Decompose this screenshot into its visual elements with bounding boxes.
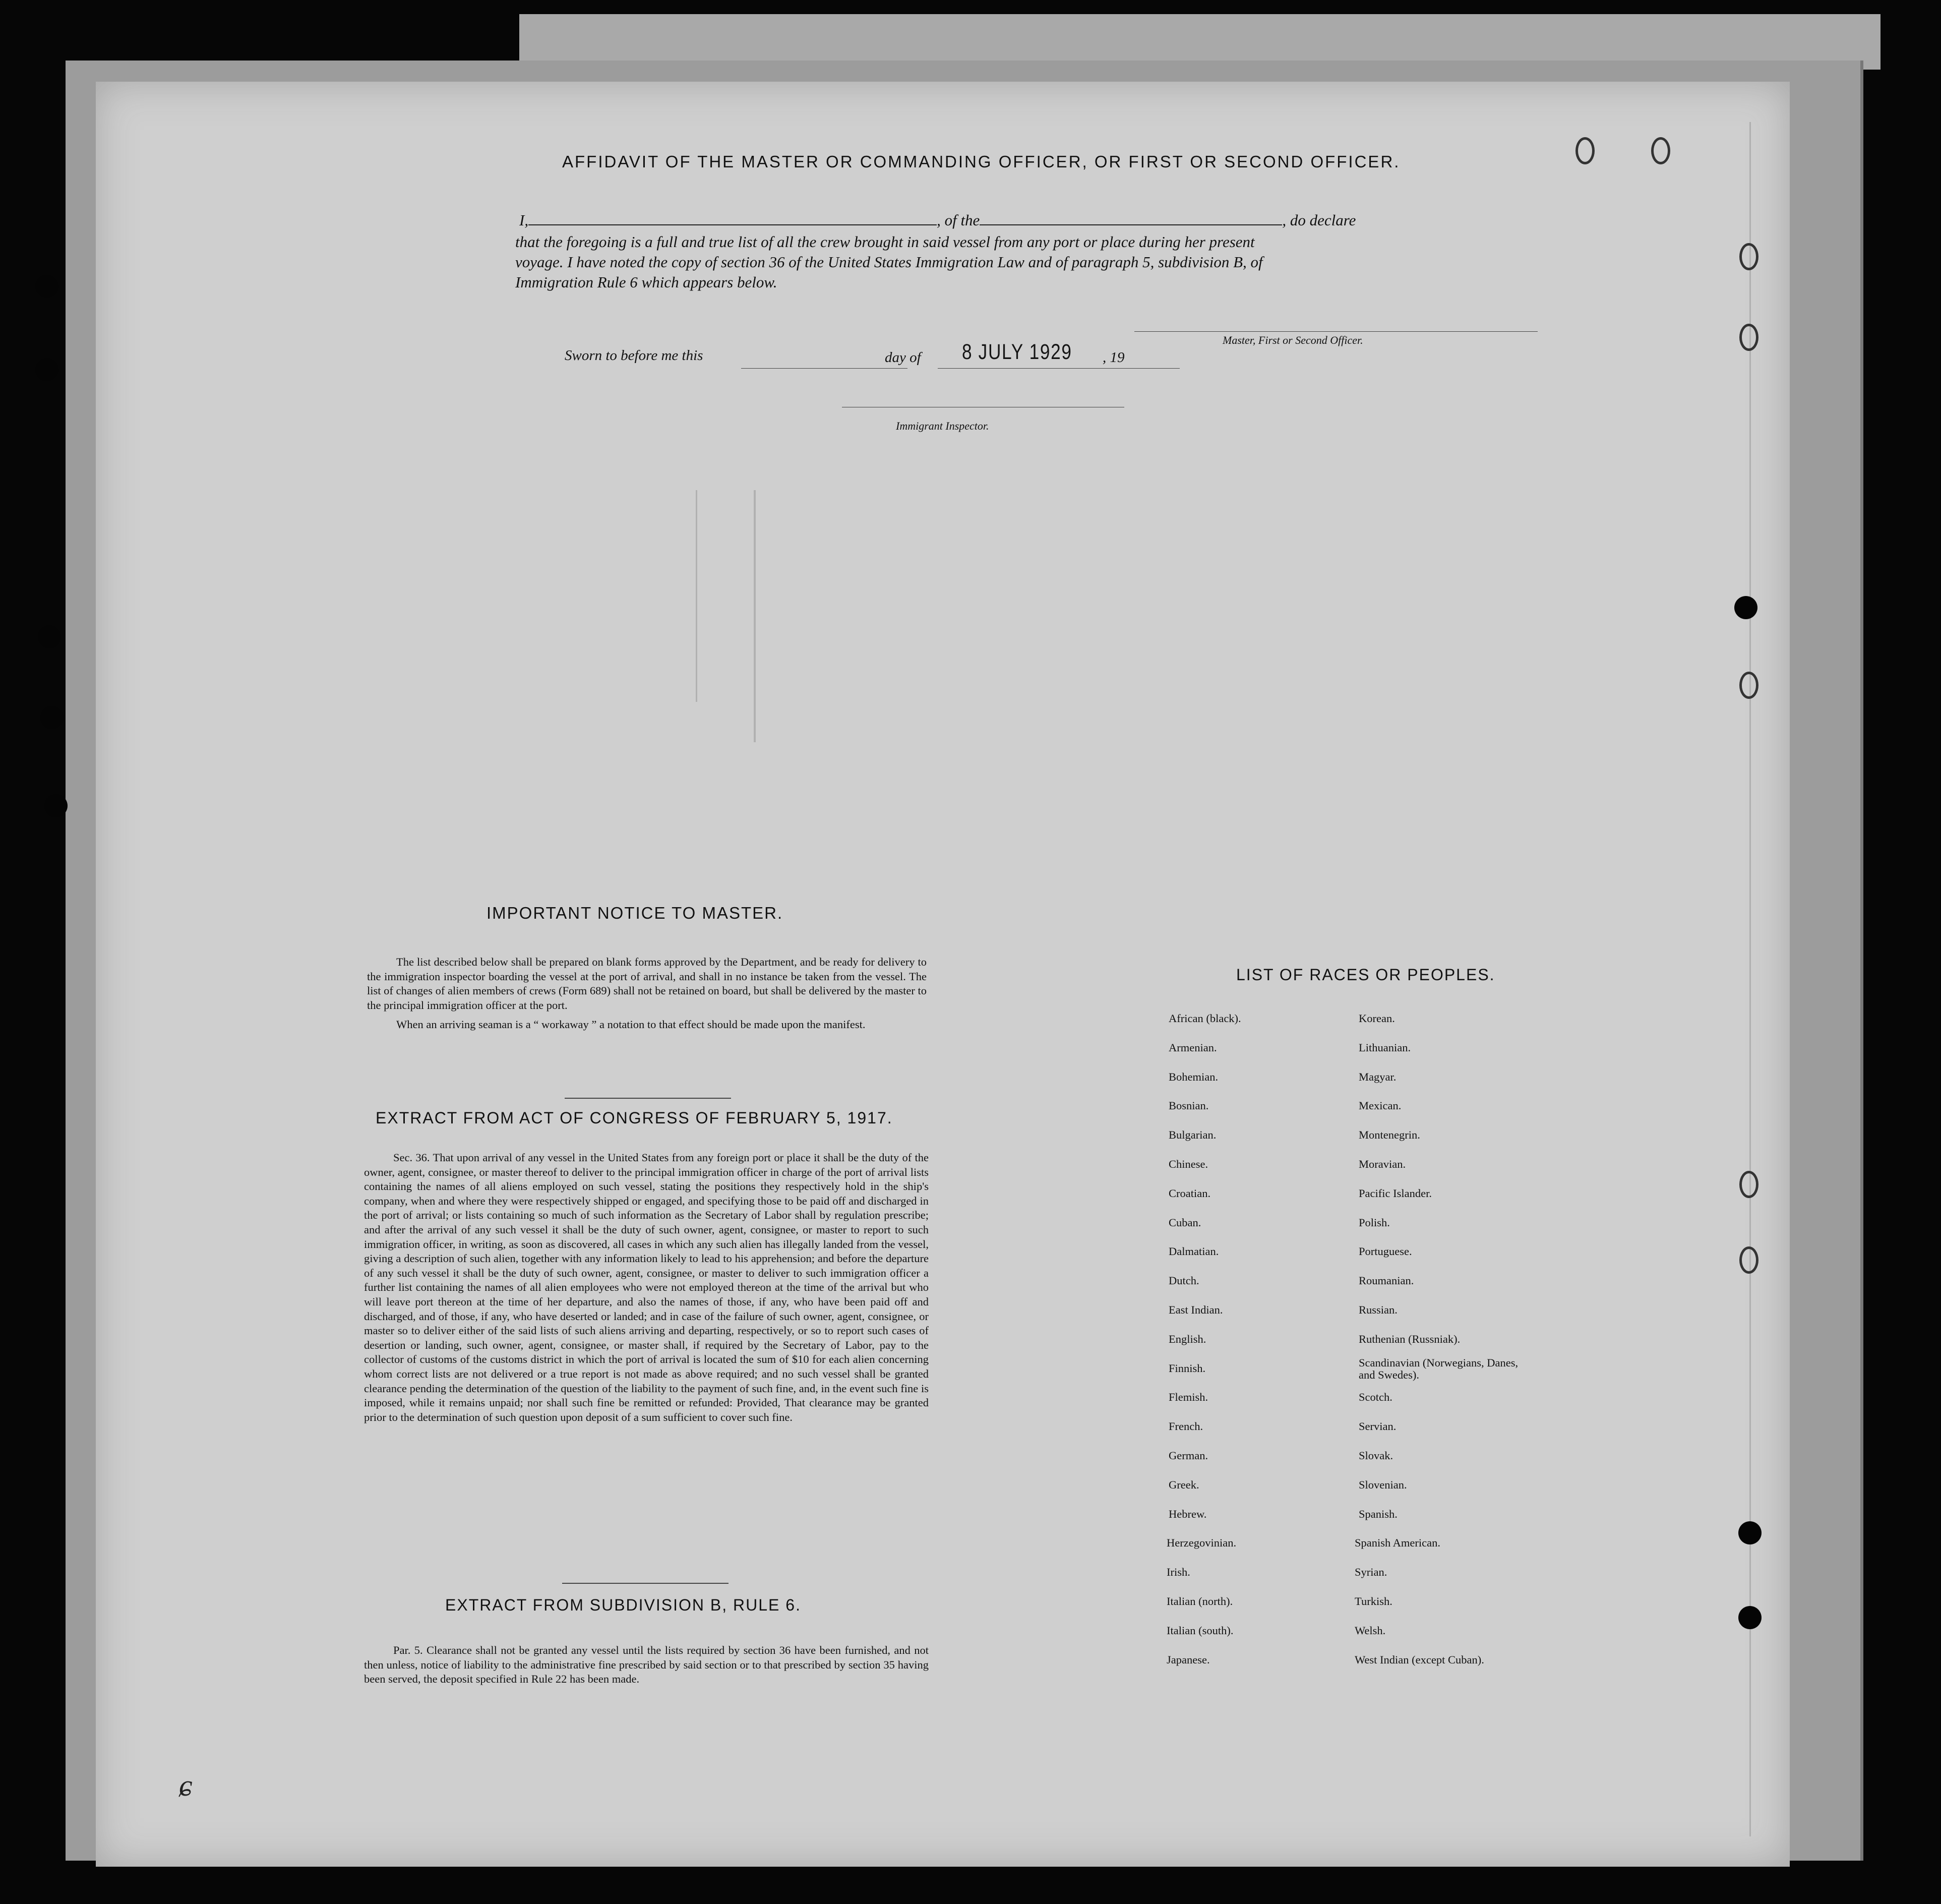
race-item: Slovak. xyxy=(1359,1449,1393,1462)
hole-mark xyxy=(1739,672,1758,699)
sworn-day-blank xyxy=(741,368,907,369)
extract-act-body xyxy=(364,1151,929,1424)
race-item: Irish. xyxy=(1167,1566,1190,1579)
race-item: Slovenian. xyxy=(1359,1478,1407,1491)
race-item: Korean. xyxy=(1359,1012,1395,1025)
notice-paragraph-2: When an arriving seaman is a “ workaway ” a notation to that effect should be made upon the manifest. xyxy=(396,1018,866,1031)
affidavit-line1 xyxy=(519,211,1356,229)
punch-hole xyxy=(35,275,58,298)
master-signature-label: Master, First or Second Officer. xyxy=(1223,334,1363,346)
race-item: Chinese. xyxy=(1169,1158,1208,1170)
handwritten-mark: ɕ xyxy=(179,1769,193,1802)
race-item: Finnish. xyxy=(1169,1361,1206,1375)
notice-body xyxy=(367,955,927,1032)
race-item: Japanese. xyxy=(1167,1653,1210,1666)
sworn-label: Sworn to before me this xyxy=(565,347,703,364)
month-blank xyxy=(938,368,1180,369)
affidavit-i: I, xyxy=(519,211,529,229)
race-item: Lithuanian. xyxy=(1359,1041,1411,1054)
race-item: Cuban. xyxy=(1169,1216,1201,1229)
race-item: French. xyxy=(1169,1420,1203,1433)
race-item: Croatian. xyxy=(1169,1186,1211,1200)
race-item: Ruthenian (Russniak). xyxy=(1359,1332,1461,1345)
race-item: Hebrew. xyxy=(1169,1507,1207,1520)
punch-hole xyxy=(1738,1606,1762,1629)
race-item: Servian. xyxy=(1359,1420,1397,1433)
punch-hole xyxy=(44,794,68,817)
affidavit-declare: , do declare xyxy=(1282,211,1356,229)
bleed-through-line xyxy=(754,490,756,742)
race-item: Italian (north). xyxy=(1167,1595,1233,1608)
race-item: Mexican. xyxy=(1359,1099,1402,1112)
race-item: Polish. xyxy=(1359,1216,1390,1229)
race-item: Magyar. xyxy=(1359,1070,1397,1083)
hole-mark xyxy=(1575,137,1595,164)
race-item: Bosnian. xyxy=(1169,1099,1209,1112)
section-divider xyxy=(562,1583,729,1584)
day-of-label: day of xyxy=(885,349,921,366)
affidavit-line4: Immigration Rule 6 which appears below. xyxy=(515,273,777,291)
race-item: Portuguese. xyxy=(1359,1245,1412,1258)
affidavit-of-the: , of the xyxy=(937,211,980,229)
hole-mark xyxy=(1739,324,1758,351)
extract-rule-text: Par. 5. Clearance shall not be granted any vessel until the lists required by section 36 have been furnished, and not then unless, notice of liability to the administrative fine prescribed by said section or to that prescribed by section 35 having been served, the deposit specified in Rule 22 has been made. xyxy=(364,1644,929,1686)
notice-title: IMPORTANT NOTICE TO MASTER. xyxy=(487,904,783,922)
hole-mark xyxy=(1739,243,1758,270)
punch-hole xyxy=(40,706,64,729)
hole-mark xyxy=(1651,137,1670,164)
bleed-through-line xyxy=(696,490,697,702)
punch-hole xyxy=(1734,596,1757,619)
race-item: Welsh. xyxy=(1355,1624,1386,1637)
race-item: Dalmatian. xyxy=(1169,1245,1219,1258)
affidavit-line2: that the foregoing is a full and true list of all the crew brought in said vessel from any port or place during her present xyxy=(515,233,1255,251)
extract-act-title: EXTRACT FROM ACT OF CONGRESS OF FEBRUARY 5, 1917. xyxy=(376,1109,893,1127)
races-title: LIST OF RACES OR PEOPLES. xyxy=(1236,966,1495,984)
document-page xyxy=(96,82,1790,1867)
notice-paragraph-1: The list described below shall be prepared on blank forms approved by the Department, and be ready for delivery to the immigration inspector boarding the vessel at the port of arrival, and shall in no instance be taken from the vessel. The list of changes of alien members of crews (Form 689) shall not be retained on board, but shall be delivered by the master to the principal immigration officer at the port. xyxy=(367,956,927,1012)
race-item: West Indian (except Cuban). xyxy=(1355,1653,1484,1666)
name-blank xyxy=(528,224,937,225)
race-item: Armenian. xyxy=(1169,1041,1217,1054)
race-item: Montenegrin. xyxy=(1359,1128,1420,1142)
race-item: Bohemian. xyxy=(1169,1070,1219,1083)
affidavit-line3: voyage. I have noted the copy of section 36 of the United States Immigration Law and of paragraph 5, subdivision B, of xyxy=(515,253,1263,271)
race-item: Scotch. xyxy=(1359,1391,1392,1404)
race-item: German. xyxy=(1169,1449,1208,1462)
race-item: Spanish. xyxy=(1359,1507,1398,1520)
race-item: Greek. xyxy=(1169,1478,1199,1491)
race-item: East Indian. xyxy=(1169,1303,1223,1316)
race-item: Turkish. xyxy=(1355,1595,1392,1608)
race-item: Syrian. xyxy=(1355,1566,1387,1579)
vessel-blank xyxy=(980,224,1282,225)
year-label: , 19 xyxy=(1103,349,1125,366)
hole-mark xyxy=(1739,1171,1758,1198)
punch-hole xyxy=(35,358,58,381)
race-item: Flemish. xyxy=(1169,1391,1208,1404)
extract-rule-title: EXTRACT FROM SUBDIVISION B, RULE 6. xyxy=(445,1596,801,1614)
race-item: Spanish American. xyxy=(1355,1536,1440,1550)
race-item: Bulgarian. xyxy=(1169,1128,1217,1142)
punch-hole xyxy=(1738,1521,1762,1544)
affidavit-title: AFFIDAVIT OF THE MASTER OR COMMANDING OFFICER, OR FIRST OR SECOND OFFICER. xyxy=(562,152,1401,171)
race-item: Pacific Islander. xyxy=(1359,1186,1432,1200)
date-stamp: 8 JULY 1929 xyxy=(962,340,1072,364)
race-item: Scandinavian (Norwegians, Danes, and Swedes). xyxy=(1359,1356,1519,1381)
bleed-through-line xyxy=(1749,122,1751,1836)
inspector-label: Immigrant Inspector. xyxy=(896,420,989,432)
extract-act-text: Sec. 36. That upon arrival of any vessel in the United States from any foreign port or place it shall be the duty of the owner, agent, consignee, or master thereof to deliver to the principal immigration officer in charge of the port of arrival lists containing the names of all aliens employed on such vessel, stating the positions they respectively hold in the ship's company, when and where they were respectively shipped or engaged, and specifying those to be paid off and discharged in the port of arrival; or lists containing so much of such information as the Secretary of Labor shall by regulation prescribe; and after the arrival of any such vessel it shall be the duty of such owner, agent, consignee, or master to report to such immigration officer, in writing, as soon as discovered, all cases in which any such alien has illegally landed from the vessel, giving a description of such alien, together with any information likely to lead to his apprehension; and before the departure of any such vessel it shall be the duty of such owner, agent, consignee, or master to deliver to such immigration officer a further list containing the names of all alien employees who were not employed thereon at the time of the arrival but who will leave port thereon at the time of her departure, and also the names of those, if any, who have been paid off and discharged, and of those, if any, who have deserted or landed; and in case of the failure of such owner, agent, consignee, or master so to deliver either of the said lists of such aliens arriving and departing, respectively, or so to report such cases of desertion or landing, such owner, agent, consignee, or master shall, if required by the Secretary of Labor, pay to the collector of customs of the customs district in which the port of arrival is located the sum of $10 for each alien concerning whom correct lists are not delivered or a true report is not made as above required; and no such vessel shall be granted clearance pending the determination of the question of the liability to the payment of such fine, and, in the event such fine is imposed, while it remains unpaid; nor shall such fine be remitted or refunded: Provided, That clearance may be granted prior to the determination of such question upon deposit of a sum sufficient to cover such fine. xyxy=(364,1151,929,1423)
punch-hole xyxy=(38,625,61,648)
master-signature-line xyxy=(1134,331,1538,332)
extract-rule-body xyxy=(364,1643,929,1687)
race-item: English. xyxy=(1169,1332,1206,1345)
race-item: African (black). xyxy=(1169,1012,1241,1025)
race-item: Roumanian. xyxy=(1359,1274,1414,1287)
section-divider xyxy=(565,1098,731,1099)
race-item: Moravian. xyxy=(1359,1158,1406,1170)
race-item: Dutch. xyxy=(1169,1274,1199,1287)
race-item: Herzegovinian. xyxy=(1167,1536,1237,1550)
race-item: Italian (south). xyxy=(1167,1624,1234,1637)
race-item: Russian. xyxy=(1359,1303,1398,1316)
hole-mark xyxy=(1739,1246,1758,1274)
